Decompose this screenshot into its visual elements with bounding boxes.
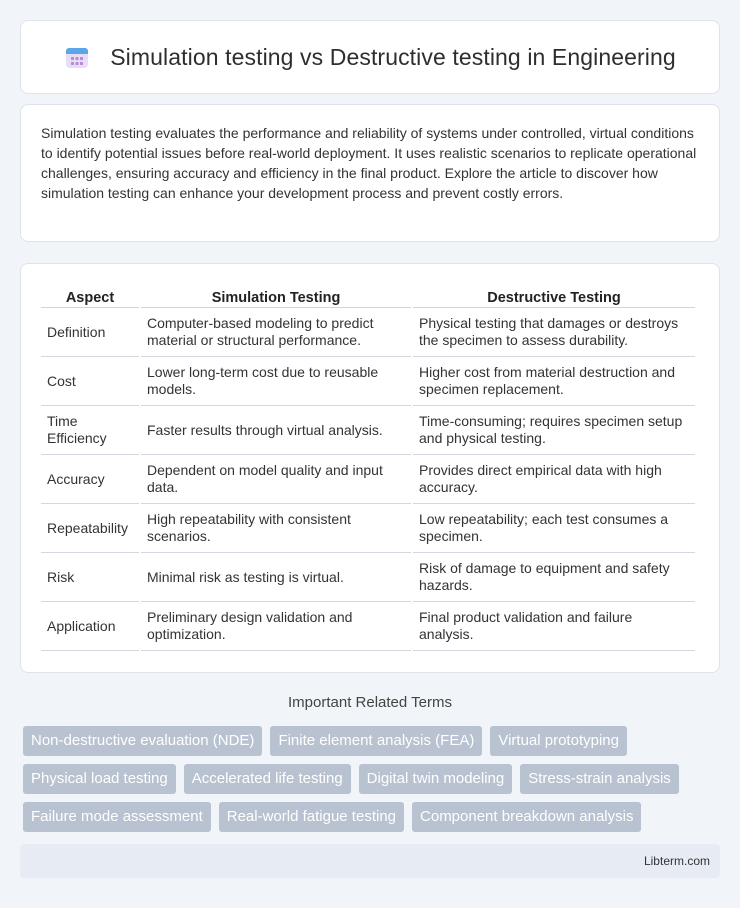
cell-destructive: Physical testing that damages or destroys the specimen to assess durability. bbox=[413, 308, 695, 357]
tag-physical-load-testing[interactable]: Physical load testing bbox=[23, 764, 176, 794]
intro-card bbox=[20, 104, 720, 242]
cell-simulation: Lower long-term cost due to reusable models. bbox=[141, 357, 411, 406]
tag-component-breakdown-analysis[interactable]: Component breakdown analysis bbox=[412, 802, 641, 832]
table-row bbox=[41, 308, 695, 357]
cell-aspect: Definition bbox=[41, 308, 139, 357]
related-terms-tags bbox=[23, 726, 723, 840]
table-header-row bbox=[41, 282, 695, 308]
cell-destructive: Higher cost from material destruction and specimen replacement. bbox=[413, 357, 695, 406]
footer-brand[interactable]: Libterm.com bbox=[643, 854, 710, 868]
tag-row bbox=[23, 802, 723, 832]
related-terms-title: Important Related Terms bbox=[288, 694, 452, 711]
page-title: Simulation testing vs Destructive testing in Engineering bbox=[110, 43, 676, 70]
cell-destructive: Provides direct empirical data with high accuracy. bbox=[413, 455, 695, 504]
cell-aspect: Time Efficiency bbox=[41, 406, 139, 455]
cell-aspect: Risk bbox=[41, 553, 139, 602]
tag-nde[interactable]: Non-destructive evaluation (NDE) bbox=[23, 726, 262, 756]
header-simulation: Simulation Testing bbox=[141, 282, 411, 308]
cell-simulation: Faster results through virtual analysis. bbox=[141, 406, 411, 455]
cell-aspect: Cost bbox=[41, 357, 139, 406]
comparison-card bbox=[20, 263, 720, 673]
table-row bbox=[41, 504, 695, 553]
cell-destructive: Risk of damage to equipment and safety hazards. bbox=[413, 553, 695, 602]
cell-destructive: Time-consuming; requires specimen setup and physical testing. bbox=[413, 406, 695, 455]
table-row bbox=[41, 553, 695, 602]
header-destructive: Destructive Testing bbox=[413, 282, 695, 308]
intro-text: Simulation testing evaluates the performance and reliability of systems under controlled, virtual conditions to identify potential issues before real-world deployment. It uses realistic scenarios to replicate operational challenges, ensuring accuracy and efficiency in the final product. Explore the article to discover how simulation testing can enhance your development process and prevent costly errors. bbox=[41, 125, 697, 201]
cell-simulation: Minimal risk as testing is virtual. bbox=[141, 553, 411, 602]
cell-destructive: Low repeatability; each test consumes a specimen. bbox=[413, 504, 695, 553]
cell-aspect: Accuracy bbox=[41, 455, 139, 504]
cell-simulation: Dependent on model quality and input data. bbox=[141, 455, 411, 504]
tag-real-world-fatigue-testing[interactable]: Real-world fatigue testing bbox=[219, 802, 404, 832]
cell-aspect: Application bbox=[41, 602, 139, 651]
tag-failure-mode-assessment[interactable]: Failure mode assessment bbox=[23, 802, 211, 832]
table-row bbox=[41, 357, 695, 406]
tag-digital-twin-modeling[interactable]: Digital twin modeling bbox=[359, 764, 513, 794]
comparison-table bbox=[39, 282, 697, 651]
tag-row bbox=[23, 764, 723, 794]
tag-row bbox=[23, 726, 723, 756]
tag-stress-strain-analysis[interactable]: Stress-strain analysis bbox=[520, 764, 679, 794]
tag-virtual-prototyping[interactable]: Virtual prototyping bbox=[490, 726, 627, 756]
cell-simulation: Preliminary design validation and optimization. bbox=[141, 602, 411, 651]
calendar-icon bbox=[64, 44, 90, 70]
cell-simulation: High repeatability with consistent scenarios. bbox=[141, 504, 411, 553]
cell-destructive: Final product validation and failure analysis. bbox=[413, 602, 695, 651]
table-row bbox=[41, 455, 695, 504]
tag-fea[interactable]: Finite element analysis (FEA) bbox=[270, 726, 482, 756]
table-row bbox=[41, 602, 695, 651]
table-row bbox=[41, 406, 695, 455]
footer bbox=[20, 844, 720, 878]
cell-simulation: Computer-based modeling to predict material or structural performance. bbox=[141, 308, 411, 357]
header-aspect: Aspect bbox=[41, 282, 139, 308]
title-card bbox=[20, 20, 720, 94]
cell-aspect: Repeatability bbox=[41, 504, 139, 553]
tag-accelerated-life-testing[interactable]: Accelerated life testing bbox=[184, 764, 351, 794]
